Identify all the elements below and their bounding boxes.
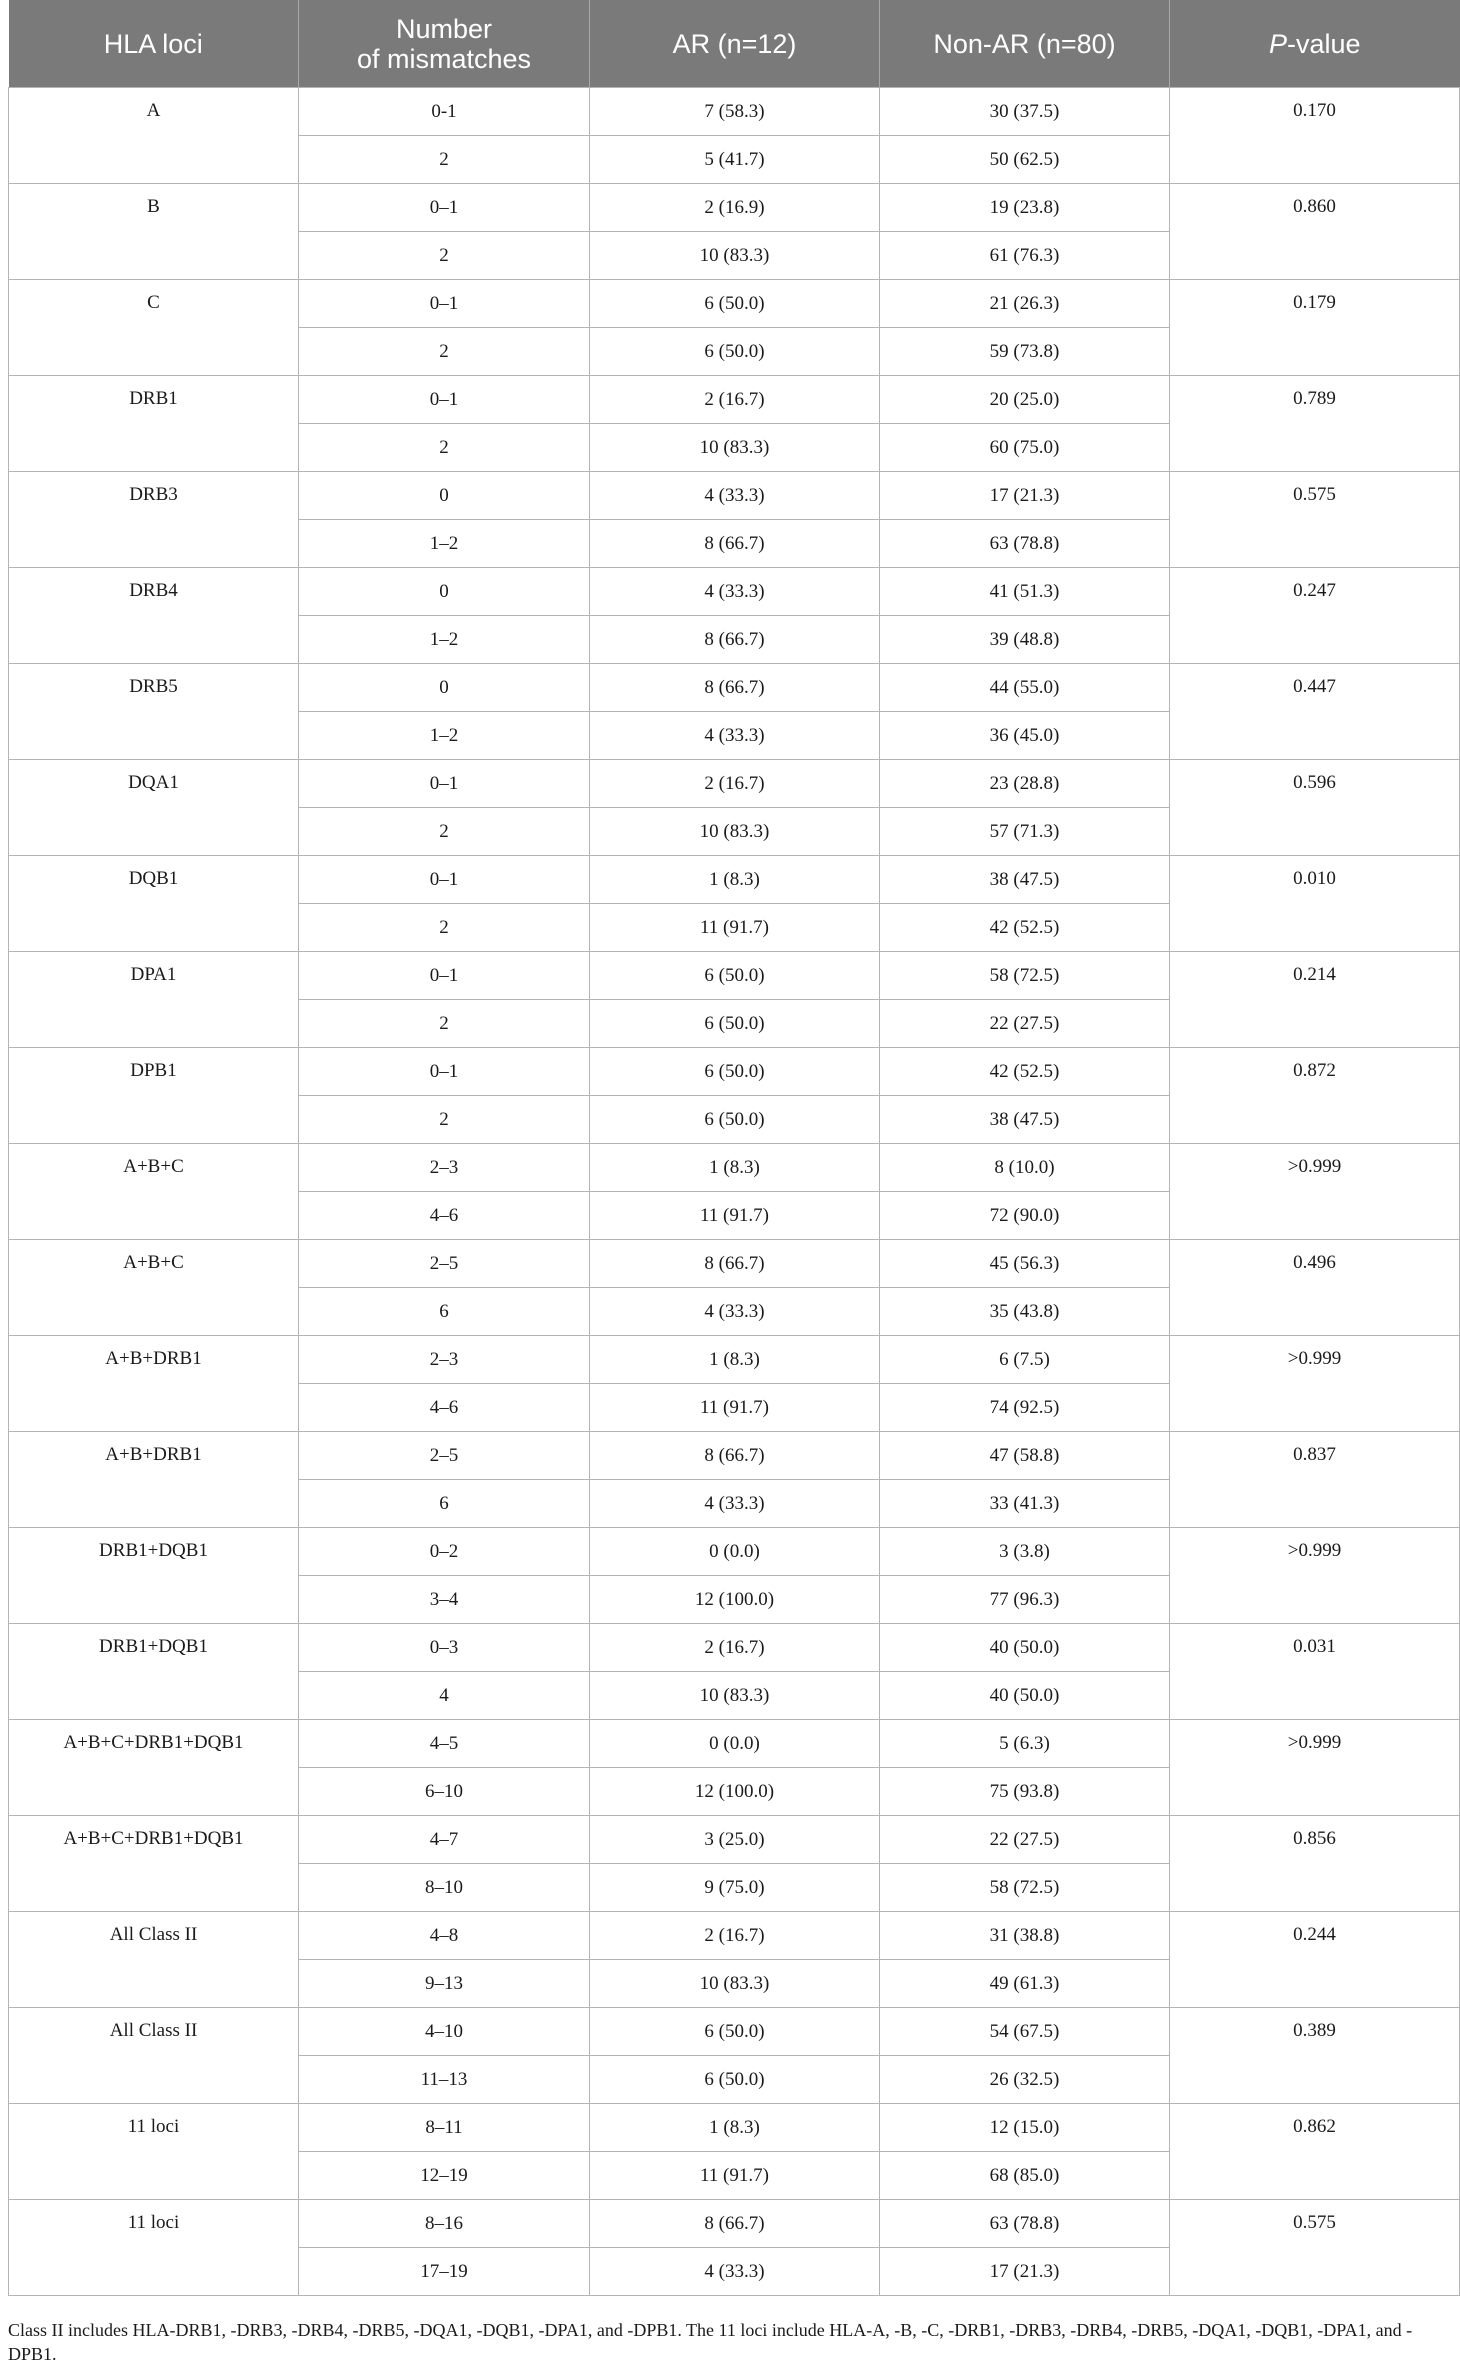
- mismatch-cell: 8–11: [299, 2104, 590, 2152]
- mismatch-cell: 2: [299, 1096, 590, 1144]
- table-row: [9, 952, 1460, 1000]
- ar-cell: 8 (66.7): [590, 1432, 880, 1480]
- table-footnote: Class II includes HLA-DRB1, -DRB3, -DRB4, -DRB5, -DQA1, -DQB1, -DPA1, and -DPB1. The 11 loci include HLA-A, -B, -C, -DRB1, -DRB3, -DRB4, -DRB5, -DQA1, -DQB1, -DPA1, and - DPB1.: [8, 2320, 1413, 2364]
- mismatch-cell: 4–6: [299, 1192, 590, 1240]
- mismatch-cell: 1–2: [299, 712, 590, 760]
- ar-cell: 12 (100.0): [590, 1768, 880, 1816]
- non-ar-cell: 58 (72.5): [880, 1864, 1170, 1912]
- mismatch-cell: 0: [299, 472, 590, 520]
- mismatch-cell: 0–1: [299, 856, 590, 904]
- ar-cell: 0 (0.0): [590, 1528, 880, 1576]
- non-ar-cell: 42 (52.5): [880, 1048, 1170, 1096]
- hla-locus-cell: A+B+C: [9, 1240, 299, 1336]
- ar-cell: 8 (66.7): [590, 1240, 880, 1288]
- table-row: [9, 1240, 1460, 1288]
- ar-cell: 6 (50.0): [590, 952, 880, 1000]
- ar-cell: 10 (83.3): [590, 1960, 880, 2008]
- table-row: [9, 760, 1460, 808]
- ar-cell: 4 (33.3): [590, 472, 880, 520]
- non-ar-cell: 30 (37.5): [880, 88, 1170, 136]
- hla-locus-cell: DRB1+DQB1: [9, 1624, 299, 1720]
- ar-cell: 8 (66.7): [590, 2200, 880, 2248]
- ar-cell: 6 (50.0): [590, 2056, 880, 2104]
- hla-locus-cell: 11 loci: [9, 2200, 299, 2296]
- p-value-cell: 0.856: [1170, 1816, 1460, 1912]
- header-hla-loci: HLA loci: [9, 0, 299, 88]
- mismatch-cell: 0–1: [299, 952, 590, 1000]
- non-ar-cell: 63 (78.8): [880, 2200, 1170, 2248]
- non-ar-cell: 49 (61.3): [880, 1960, 1170, 2008]
- ar-cell: 8 (66.7): [590, 664, 880, 712]
- mismatch-cell: 0: [299, 664, 590, 712]
- ar-cell: 6 (50.0): [590, 1096, 880, 1144]
- table-row: [9, 280, 1460, 328]
- ar-cell: 0 (0.0): [590, 1720, 880, 1768]
- hla-mismatch-table: [8, 0, 1460, 2296]
- non-ar-cell: 35 (43.8): [880, 1288, 1170, 1336]
- p-value-cell: 0.837: [1170, 1432, 1460, 1528]
- non-ar-cell: 21 (26.3): [880, 280, 1170, 328]
- ar-cell: 11 (91.7): [590, 1384, 880, 1432]
- ar-cell: 1 (8.3): [590, 1336, 880, 1384]
- mismatch-cell: 2: [299, 232, 590, 280]
- ar-cell: 3 (25.0): [590, 1816, 880, 1864]
- table-row: [9, 856, 1460, 904]
- ar-cell: 4 (33.3): [590, 1288, 880, 1336]
- non-ar-cell: 39 (48.8): [880, 616, 1170, 664]
- p-value-cell: 0.860: [1170, 184, 1460, 280]
- mismatch-cell: 2: [299, 136, 590, 184]
- p-value-cell: >0.999: [1170, 1528, 1460, 1624]
- ar-cell: 8 (66.7): [590, 520, 880, 568]
- mismatch-cell: 0–1: [299, 760, 590, 808]
- ar-cell: 11 (91.7): [590, 904, 880, 952]
- hla-locus-cell: DPA1: [9, 952, 299, 1048]
- non-ar-cell: 26 (32.5): [880, 2056, 1170, 2104]
- hla-locus-cell: B: [9, 184, 299, 280]
- header-non-ar: Non-AR (n=80): [880, 0, 1170, 88]
- mismatch-cell: 8–16: [299, 2200, 590, 2248]
- table-container: [8, 0, 1459, 2296]
- ar-cell: 1 (8.3): [590, 856, 880, 904]
- hla-locus-cell: A+B+C+DRB1+DQB1: [9, 1720, 299, 1816]
- ar-cell: 6 (50.0): [590, 1048, 880, 1096]
- hla-locus-cell: A+B+C+DRB1+DQB1: [9, 1816, 299, 1912]
- p-value-cell: 0.214: [1170, 952, 1460, 1048]
- table-row: [9, 1624, 1460, 1672]
- table-row: [9, 2104, 1460, 2152]
- mismatch-cell: 6: [299, 1480, 590, 1528]
- header-ar: AR (n=12): [590, 0, 880, 88]
- table-row: [9, 1144, 1460, 1192]
- mismatch-cell: 0: [299, 568, 590, 616]
- p-value-cell: 0.447: [1170, 664, 1460, 760]
- mismatch-cell: 4–6: [299, 1384, 590, 1432]
- table-row: [9, 2200, 1460, 2248]
- ar-cell: 2 (16.7): [590, 1912, 880, 1960]
- hla-locus-cell: A+B+DRB1: [9, 1336, 299, 1432]
- non-ar-cell: 68 (85.0): [880, 2152, 1170, 2200]
- ar-cell: 12 (100.0): [590, 1576, 880, 1624]
- non-ar-cell: 72 (90.0): [880, 1192, 1170, 1240]
- non-ar-cell: 22 (27.5): [880, 1816, 1170, 1864]
- hla-locus-cell: DRB5: [9, 664, 299, 760]
- p-value-cell: >0.999: [1170, 1336, 1460, 1432]
- ar-cell: 4 (33.3): [590, 1480, 880, 1528]
- hla-locus-cell: DRB3: [9, 472, 299, 568]
- hla-locus-cell: A: [9, 88, 299, 184]
- non-ar-cell: 17 (21.3): [880, 2248, 1170, 2296]
- header-mismatch-line1: Number: [395, 13, 493, 44]
- non-ar-cell: 8 (10.0): [880, 1144, 1170, 1192]
- mismatch-cell: 1–2: [299, 520, 590, 568]
- p-value-cell: 0.389: [1170, 2008, 1460, 2104]
- ar-cell: 1 (8.3): [590, 2104, 880, 2152]
- ar-cell: 2 (16.7): [590, 760, 880, 808]
- mismatch-cell: 0–1: [299, 184, 590, 232]
- mismatch-cell: 4–7: [299, 1816, 590, 1864]
- non-ar-cell: 61 (76.3): [880, 232, 1170, 280]
- ar-cell: 10 (83.3): [590, 1672, 880, 1720]
- mismatch-cell: 12–19: [299, 2152, 590, 2200]
- ar-cell: 10 (83.3): [590, 808, 880, 856]
- p-value-cell: 0.862: [1170, 2104, 1460, 2200]
- ar-cell: 4 (33.3): [590, 568, 880, 616]
- non-ar-cell: 45 (56.3): [880, 1240, 1170, 1288]
- p-value-cell: 0.596: [1170, 760, 1460, 856]
- mismatch-cell: 2: [299, 808, 590, 856]
- p-value-cell: 0.496: [1170, 1240, 1460, 1336]
- hla-locus-cell: 11 loci: [9, 2104, 299, 2200]
- table-row: [9, 376, 1460, 424]
- non-ar-cell: 33 (41.3): [880, 1480, 1170, 1528]
- hla-locus-cell: DRB1: [9, 376, 299, 472]
- non-ar-cell: 47 (58.8): [880, 1432, 1170, 1480]
- mismatch-cell: 6: [299, 1288, 590, 1336]
- non-ar-cell: 63 (78.8): [880, 520, 1170, 568]
- non-ar-cell: 38 (47.5): [880, 856, 1170, 904]
- table-row: [9, 1048, 1460, 1096]
- non-ar-cell: 59 (73.8): [880, 328, 1170, 376]
- mismatch-cell: 8–10: [299, 1864, 590, 1912]
- p-value-cell: 0.247: [1170, 568, 1460, 664]
- ar-cell: 7 (58.3): [590, 88, 880, 136]
- mismatch-cell: 0–2: [299, 1528, 590, 1576]
- ar-cell: 2 (16.9): [590, 184, 880, 232]
- hla-locus-cell: DQA1: [9, 760, 299, 856]
- p-value-cell: >0.999: [1170, 1720, 1460, 1816]
- non-ar-cell: 54 (67.5): [880, 2008, 1170, 2056]
- hla-locus-cell: All Class II: [9, 2008, 299, 2104]
- ar-cell: 9 (75.0): [590, 1864, 880, 1912]
- table-row: [9, 568, 1460, 616]
- mismatch-cell: 17–19: [299, 2248, 590, 2296]
- mismatch-cell: 4–10: [299, 2008, 590, 2056]
- non-ar-cell: 5 (6.3): [880, 1720, 1170, 1768]
- p-value-cell: >0.999: [1170, 1144, 1460, 1240]
- hla-locus-cell: A+B+C: [9, 1144, 299, 1240]
- mismatch-cell: 0–3: [299, 1624, 590, 1672]
- non-ar-cell: 40 (50.0): [880, 1624, 1170, 1672]
- hla-locus-cell: DPB1: [9, 1048, 299, 1144]
- table-row: [9, 472, 1460, 520]
- mismatch-cell: 0–1: [299, 280, 590, 328]
- ar-cell: 10 (83.3): [590, 424, 880, 472]
- table-row: [9, 1720, 1460, 1768]
- table-row: [9, 1432, 1460, 1480]
- header-p-italic: P: [1268, 28, 1287, 59]
- p-value-cell: 0.170: [1170, 88, 1460, 184]
- non-ar-cell: 60 (75.0): [880, 424, 1170, 472]
- ar-cell: 2 (16.7): [590, 376, 880, 424]
- mismatch-cell: 4: [299, 1672, 590, 1720]
- table-row: [9, 664, 1460, 712]
- mismatch-cell: 1–2: [299, 616, 590, 664]
- header-p-value: [1170, 0, 1460, 88]
- mismatch-cell: 4–5: [299, 1720, 590, 1768]
- non-ar-cell: 41 (51.3): [880, 568, 1170, 616]
- ar-cell: 2 (16.7): [590, 1624, 880, 1672]
- ar-cell: 6 (50.0): [590, 1000, 880, 1048]
- hla-locus-cell: DRB1+DQB1: [9, 1528, 299, 1624]
- table-row: [9, 184, 1460, 232]
- ar-cell: 5 (41.7): [590, 136, 880, 184]
- ar-cell: 10 (83.3): [590, 232, 880, 280]
- table-body: [9, 88, 1460, 2296]
- hla-locus-cell: DQB1: [9, 856, 299, 952]
- mismatch-cell: 2–3: [299, 1336, 590, 1384]
- mismatch-cell: 2–5: [299, 1432, 590, 1480]
- non-ar-cell: 75 (93.8): [880, 1768, 1170, 1816]
- ar-cell: 11 (91.7): [590, 1192, 880, 1240]
- non-ar-cell: 22 (27.5): [880, 1000, 1170, 1048]
- mismatch-cell: 2: [299, 904, 590, 952]
- header-mismatch-line2: of mismatches: [356, 43, 532, 74]
- non-ar-cell: 50 (62.5): [880, 136, 1170, 184]
- table-row: [9, 1912, 1460, 1960]
- mismatch-cell: 11–13: [299, 2056, 590, 2104]
- p-value-cell: 0.010: [1170, 856, 1460, 952]
- ar-cell: 6 (50.0): [590, 2008, 880, 2056]
- table-row: [9, 1336, 1460, 1384]
- non-ar-cell: 42 (52.5): [880, 904, 1170, 952]
- header-row: [9, 0, 1460, 88]
- non-ar-cell: 20 (25.0): [880, 376, 1170, 424]
- p-value-cell: 0.179: [1170, 280, 1460, 376]
- non-ar-cell: 23 (28.8): [880, 760, 1170, 808]
- ar-cell: 6 (50.0): [590, 328, 880, 376]
- header-number-of-mismatches: [299, 0, 590, 88]
- non-ar-cell: 12 (15.0): [880, 2104, 1170, 2152]
- header-p-rest: -value: [1286, 28, 1361, 59]
- p-value-cell: 0.031: [1170, 1624, 1460, 1720]
- hla-locus-cell: C: [9, 280, 299, 376]
- ar-cell: 8 (66.7): [590, 616, 880, 664]
- p-value-cell: 0.575: [1170, 2200, 1460, 2296]
- non-ar-cell: 77 (96.3): [880, 1576, 1170, 1624]
- non-ar-cell: 36 (45.0): [880, 712, 1170, 760]
- table-row: [9, 88, 1460, 136]
- ar-cell: 11 (91.7): [590, 2152, 880, 2200]
- hla-locus-cell: All Class II: [9, 1912, 299, 2008]
- p-value-cell: 0.872: [1170, 1048, 1460, 1144]
- table-row: [9, 1528, 1460, 1576]
- non-ar-cell: 57 (71.3): [880, 808, 1170, 856]
- non-ar-cell: 38 (47.5): [880, 1096, 1170, 1144]
- mismatch-cell: 3–4: [299, 1576, 590, 1624]
- p-value-cell: 0.244: [1170, 1912, 1460, 2008]
- mismatch-cell: 2–5: [299, 1240, 590, 1288]
- mismatch-cell: 2: [299, 328, 590, 376]
- ar-cell: 4 (33.3): [590, 2248, 880, 2296]
- non-ar-cell: 31 (38.8): [880, 1912, 1170, 1960]
- mismatch-cell: 4–8: [299, 1912, 590, 1960]
- non-ar-cell: 74 (92.5): [880, 1384, 1170, 1432]
- ar-cell: 6 (50.0): [590, 280, 880, 328]
- mismatch-cell: 6–10: [299, 1768, 590, 1816]
- hla-locus-cell: A+B+DRB1: [9, 1432, 299, 1528]
- non-ar-cell: 17 (21.3): [880, 472, 1170, 520]
- hla-locus-cell: DRB4: [9, 568, 299, 664]
- non-ar-cell: 44 (55.0): [880, 664, 1170, 712]
- mismatch-cell: 2: [299, 424, 590, 472]
- non-ar-cell: 19 (23.8): [880, 184, 1170, 232]
- non-ar-cell: 40 (50.0): [880, 1672, 1170, 1720]
- non-ar-cell: 3 (3.8): [880, 1528, 1170, 1576]
- mismatch-cell: 2: [299, 1000, 590, 1048]
- p-value-cell: 0.575: [1170, 472, 1460, 568]
- table-row: [9, 2008, 1460, 2056]
- mismatch-cell: 0–1: [299, 1048, 590, 1096]
- mismatch-cell: 0-1: [299, 88, 590, 136]
- ar-cell: 4 (33.3): [590, 712, 880, 760]
- p-value-cell: 0.789: [1170, 376, 1460, 472]
- non-ar-cell: 6 (7.5): [880, 1336, 1170, 1384]
- non-ar-cell: 58 (72.5): [880, 952, 1170, 1000]
- mismatch-cell: 9–13: [299, 1960, 590, 2008]
- mismatch-cell: 2–3: [299, 1144, 590, 1192]
- mismatch-cell: 0–1: [299, 376, 590, 424]
- ar-cell: 1 (8.3): [590, 1144, 880, 1192]
- table-row: [9, 1816, 1460, 1864]
